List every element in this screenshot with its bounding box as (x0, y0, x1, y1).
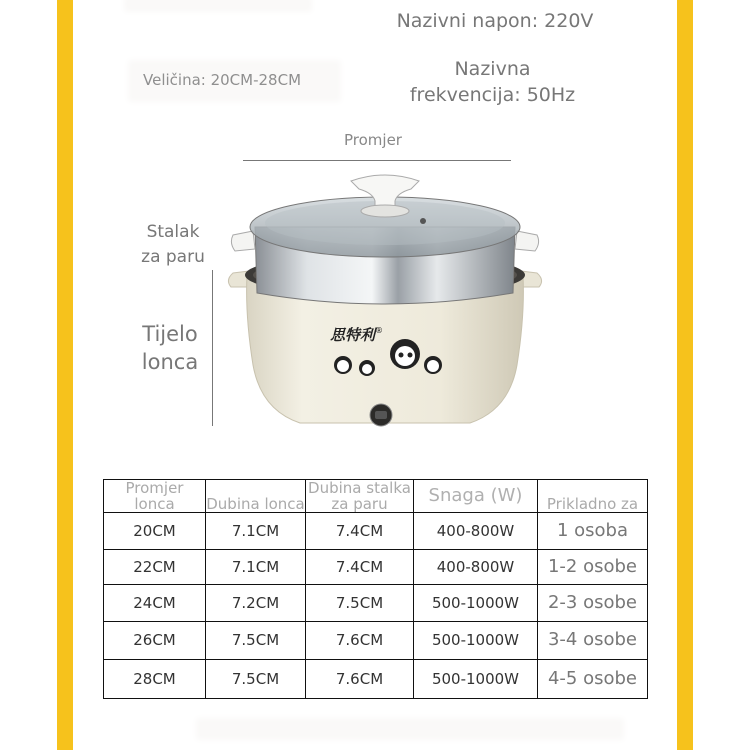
header-steamer-depth: Dubina stalka za paru (306, 480, 414, 513)
cell-suitable: 1-2 osobe (538, 550, 648, 585)
height-line (212, 270, 213, 426)
steamer-handle-right (515, 231, 539, 251)
cell-suitable: 3-4 osobe (538, 621, 648, 659)
svg-text:®: ® (375, 326, 383, 335)
top-faint-chip (128, 0, 308, 8)
steamer-label (128, 220, 218, 270)
cell-suitable: 4-5 osobe (538, 659, 648, 698)
cell-power: 400-800W (414, 513, 538, 550)
table-row (104, 659, 648, 698)
frequency-line1: Nazivna (454, 58, 531, 80)
cell-depth: 7.1CM (206, 513, 306, 550)
cell-suitable: 2-3 osobe (538, 585, 648, 621)
table-header-row (104, 480, 648, 513)
body-label-line2: lonca (141, 350, 199, 374)
table-row (104, 585, 648, 621)
hot-pot-illustration (225, 165, 545, 435)
table-row (104, 513, 648, 550)
spec-table (103, 479, 648, 699)
steamer-handle-left (231, 231, 255, 251)
frequency-line2: frekvencija: 50Hz (409, 84, 576, 106)
right-accent-bar (677, 0, 693, 750)
cell-steamer-depth: 7.6CM (306, 659, 414, 698)
table-row (104, 550, 648, 585)
steamer-label-line2: za paru (141, 247, 205, 267)
size-text: Veličina: 20CM-28CM (143, 71, 302, 89)
cell-diameter: 28CM (104, 659, 206, 698)
cell-depth: 7.5CM (206, 621, 306, 659)
cell-diameter: 26CM (104, 621, 206, 659)
voltage-text: Nazivni napon: 220V (396, 10, 594, 32)
header-suitable: Prikladno za (538, 480, 648, 513)
cell-depth: 7.5CM (206, 659, 306, 698)
body-label (130, 320, 210, 376)
left-accent-bar (57, 0, 73, 750)
cell-power: 500-1000W (414, 659, 538, 698)
cell-steamer-depth: 7.4CM (306, 550, 414, 585)
bottom-faint-chip (200, 722, 620, 736)
cell-diameter: 24CM (104, 585, 206, 621)
header-depth: Dubina lonca (206, 480, 306, 513)
cell-steamer-depth: 7.6CM (306, 621, 414, 659)
header-power: Snaga (W) (414, 480, 538, 513)
cell-steamer-depth: 7.5CM (306, 585, 414, 621)
header-diameter: Promjer lonca (104, 480, 206, 513)
cell-power: 500-1000W (414, 585, 538, 621)
cell-depth: 7.2CM (206, 585, 306, 621)
body-label-line1: Tijelo (142, 322, 198, 346)
frequency-text (380, 58, 605, 106)
cell-power: 500-1000W (414, 621, 538, 659)
table-row (104, 621, 648, 659)
steamer-label-line1: Stalak (146, 222, 200, 242)
diameter-line (243, 160, 511, 161)
cell-suitable: 1 osoba (538, 513, 648, 550)
cell-depth: 7.1CM (206, 550, 306, 585)
brand-text: 思特利 (330, 326, 376, 344)
cell-power: 400-800W (414, 550, 538, 585)
cell-diameter: 20CM (104, 513, 206, 550)
cell-diameter: 22CM (104, 550, 206, 585)
diameter-label: Promjer (344, 131, 402, 149)
size-chip (132, 64, 337, 98)
cell-steamer-depth: 7.4CM (306, 513, 414, 550)
